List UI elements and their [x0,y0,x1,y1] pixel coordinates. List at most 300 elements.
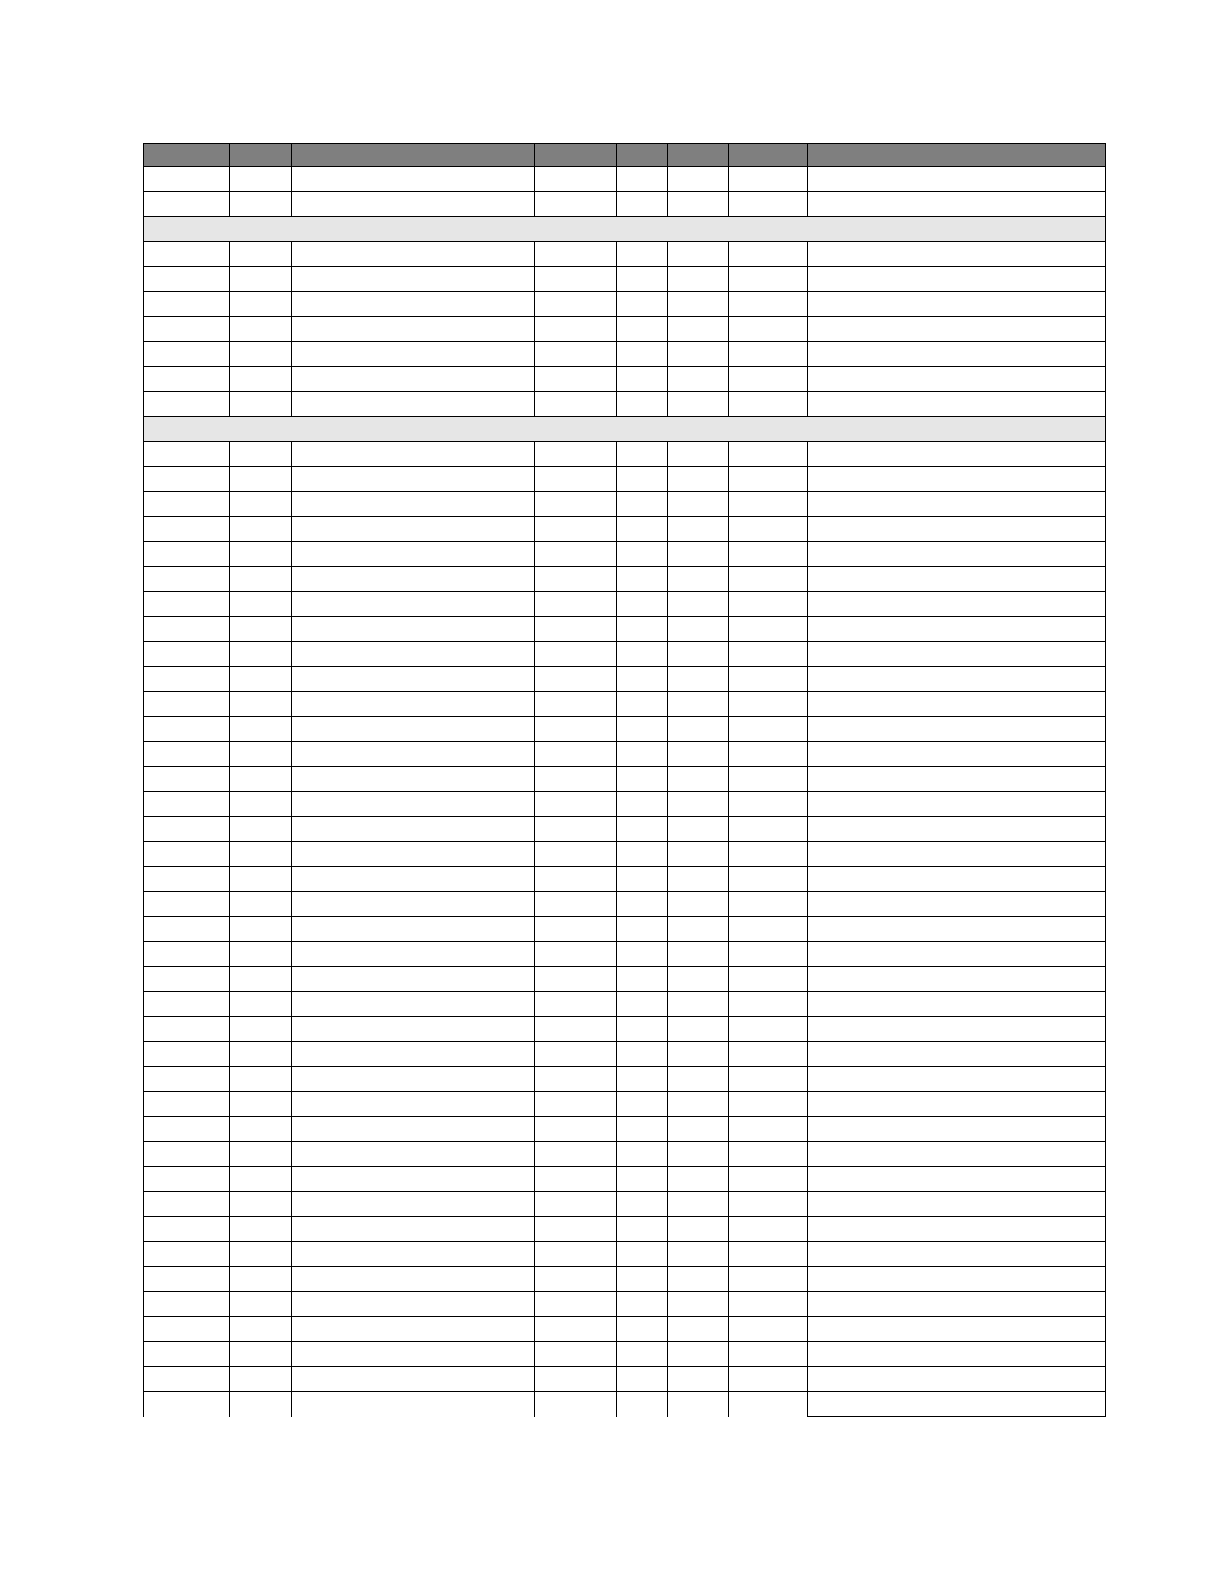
table-cell [229,567,292,592]
table-cell [291,1242,535,1267]
table-cell [143,1142,230,1167]
table-cell [291,817,535,842]
table-cell [728,767,808,792]
table-cell [229,842,292,867]
table-cell [728,542,808,567]
table-cell [728,917,808,942]
table-cell [616,842,668,867]
table-cell [616,292,668,317]
table-cell [807,867,1106,892]
table-cell [143,942,230,967]
table-cell [291,917,535,942]
table-cell [229,1392,292,1417]
table-cell [143,517,230,542]
table-cell [616,542,668,567]
table-cell [143,467,230,492]
table-cell [229,1017,292,1042]
table-cell [291,292,535,317]
table-cell [667,1317,729,1342]
table-cell [667,467,729,492]
table-cell [728,1317,808,1342]
table-cell [291,1342,535,1367]
table-cell [807,1192,1106,1217]
table-row [143,942,1106,967]
table-row [143,1392,1106,1417]
table-cell [534,942,617,967]
table-cell [807,992,1106,1017]
table-cell [728,442,808,467]
table-cell [143,767,230,792]
table-cell [143,1292,230,1317]
table-row [143,792,1106,817]
table-row [143,167,1106,192]
table-cell [534,1167,617,1192]
table-cell [616,667,668,692]
table-cell [616,1142,668,1167]
table-cell [534,1142,617,1167]
table-cell [291,1042,535,1067]
table-cell [143,317,230,342]
table-row [143,767,1106,792]
table-cell [728,1392,808,1417]
table-cell [667,1217,729,1242]
table-row [143,1342,1106,1367]
table-cell [667,892,729,917]
table-cell [728,792,808,817]
table-cell [534,317,617,342]
table-cell [616,1217,668,1242]
table-cell [534,192,617,217]
table-cell [143,1192,230,1217]
table-cell [728,567,808,592]
table-cell [728,1167,808,1192]
table-cell [807,242,1106,267]
table-row [143,467,1106,492]
table-cell [291,242,535,267]
table-cell [291,267,535,292]
table-cell [728,642,808,667]
table-cell [534,1342,617,1367]
table-cell [667,817,729,842]
table-cell [667,842,729,867]
table-cell [667,317,729,342]
table-cell [534,917,617,942]
table-cell [728,967,808,992]
table-row [143,842,1106,867]
table-cell [143,267,230,292]
table-cell [667,967,729,992]
table-cell [807,492,1106,517]
table-cell [807,1292,1106,1317]
table-row [143,1292,1106,1317]
table-cell [667,867,729,892]
table-cell [229,967,292,992]
table-cell [291,1117,535,1142]
table-cell [534,492,617,517]
table-row [143,992,1106,1017]
table-cell [807,1117,1106,1142]
table-cell [667,192,729,217]
table-row [143,1042,1106,1067]
table-row [143,342,1106,367]
table-cell [229,817,292,842]
table-cell [143,1392,230,1417]
table-cell [143,792,230,817]
table-cell [291,1267,535,1292]
table-cell [143,1267,230,1292]
column-header [291,143,535,167]
table-cell [667,392,729,417]
table-cell [807,1392,1106,1417]
table-cell [616,1367,668,1392]
table-cell [616,1267,668,1292]
table-cell [229,342,292,367]
table-cell [807,692,1106,717]
table-cell [807,817,1106,842]
table-cell [616,442,668,467]
table-row [143,392,1106,417]
table-cell [807,942,1106,967]
table-row [143,1317,1106,1342]
table-cell [229,617,292,642]
table-cell [229,242,292,267]
table-cell [291,1167,535,1192]
table-cell [229,467,292,492]
table-cell [291,592,535,617]
section-header-row [143,217,1106,242]
table-cell [291,667,535,692]
table-row [143,192,1106,217]
table-cell [229,1367,292,1392]
table-cell [229,742,292,767]
table-cell [229,692,292,717]
table-cell [728,867,808,892]
table-cell [291,567,535,592]
table-cell [229,592,292,617]
column-header [534,143,617,167]
table-cell [728,992,808,1017]
table-cell [667,992,729,1017]
table-cell [291,1317,535,1342]
table-cell [143,917,230,942]
table-cell [807,267,1106,292]
table-cell [728,942,808,967]
table-cell [534,392,617,417]
table-cell [616,892,668,917]
table-cell [229,192,292,217]
table-cell [291,617,535,642]
table-cell [534,342,617,367]
table-row [143,892,1106,917]
table-cell [534,1017,617,1042]
table-cell [143,167,230,192]
table-cell [807,1217,1106,1242]
table-cell [728,742,808,767]
table-cell [728,167,808,192]
table-row [143,317,1106,342]
table-cell [534,267,617,292]
table-cell [667,1167,729,1192]
header-row [143,143,1106,167]
table-row [143,667,1106,692]
table-cell [616,1292,668,1317]
table-cell [728,1042,808,1067]
table-row [143,742,1106,767]
table-cell [534,467,617,492]
table-cell [291,1367,535,1392]
table-cell [534,742,617,767]
table-cell [616,1167,668,1192]
table-cell [143,1342,230,1367]
table-cell [229,1042,292,1067]
table-cell [807,617,1106,642]
table-cell [143,367,230,392]
table-cell [728,1267,808,1292]
column-header [229,143,292,167]
table-cell [291,542,535,567]
table-cell [807,392,1106,417]
table-cell [728,592,808,617]
table-cell [143,867,230,892]
table-cell [728,842,808,867]
table-row [143,592,1106,617]
table-cell [807,667,1106,692]
table-cell [291,442,535,467]
table-cell [807,542,1106,567]
table-row [143,1217,1106,1242]
table-cell [229,517,292,542]
table-cell [229,1092,292,1117]
table-cell [616,917,668,942]
table-cell [667,717,729,742]
table-cell [667,1067,729,1092]
table-cell [143,592,230,617]
table-cell [229,442,292,467]
table-row [143,1242,1106,1267]
table-cell [616,1017,668,1042]
table-cell [728,1217,808,1242]
table-cell [291,742,535,767]
table-cell [229,1142,292,1167]
table-cell [728,242,808,267]
table-cell [291,367,535,392]
table-cell [616,992,668,1017]
table-cell [229,992,292,1017]
table-cell [229,1192,292,1217]
table-cell [807,967,1106,992]
table-cell [616,767,668,792]
table-cell [534,967,617,992]
table-cell [143,967,230,992]
table-cell [616,1242,668,1267]
table-row [143,1092,1106,1117]
table-cell [291,167,535,192]
table-cell [143,542,230,567]
table-cell [534,1392,617,1417]
table-cell [291,792,535,817]
data-table [143,143,1106,1417]
table-cell [291,642,535,667]
table-cell [291,992,535,1017]
table-cell [534,367,617,392]
table-cell [291,1192,535,1217]
column-header [728,143,808,167]
table-cell [728,367,808,392]
table-row [143,1267,1106,1292]
table-cell [667,692,729,717]
table-cell [229,292,292,317]
table-cell [728,1242,808,1267]
table-cell [534,567,617,592]
column-header [143,143,230,167]
table-cell [667,442,729,467]
table-cell [229,1242,292,1267]
table-cell [667,642,729,667]
table-cell [229,317,292,342]
table-cell [667,367,729,392]
table-cell [616,1117,668,1142]
table-cell [667,1242,729,1267]
table-cell [534,1267,617,1292]
table-cell [616,1392,668,1417]
table-cell [616,1067,668,1092]
table-cell [667,617,729,642]
table-cell [728,692,808,717]
table-cell [143,492,230,517]
table-cell [534,542,617,567]
table-cell [143,567,230,592]
table-cell [728,1292,808,1317]
table-cell [728,667,808,692]
table-cell [143,817,230,842]
table-cell [143,742,230,767]
table-cell [728,892,808,917]
table-cell [616,192,668,217]
table-cell [534,892,617,917]
table-cell [667,1192,729,1217]
table-cell [291,1017,535,1042]
table-cell [728,1092,808,1117]
table-cell [291,517,535,542]
table-cell [616,617,668,642]
column-header [807,143,1106,167]
table-cell [807,442,1106,467]
table-cell [143,1217,230,1242]
table-cell [534,242,617,267]
table-cell [229,942,292,967]
table-cell [616,517,668,542]
table-cell [728,517,808,542]
table-row [143,817,1106,842]
table-cell [143,1367,230,1392]
table-cell [807,642,1106,667]
table-cell [616,317,668,342]
table-cell [616,967,668,992]
table-cell [534,792,617,817]
table-cell [807,1267,1106,1292]
table-cell [229,367,292,392]
table-cell [534,442,617,467]
table-cell [143,1242,230,1267]
table-cell [229,717,292,742]
table-cell [291,392,535,417]
table-cell [534,767,617,792]
table-cell [807,567,1106,592]
table-cell [667,742,729,767]
table-row [143,1067,1106,1092]
table-cell [616,692,668,717]
table-cell [667,1367,729,1392]
table-cell [667,1342,729,1367]
table-cell [728,1367,808,1392]
table-cell [143,1167,230,1192]
table-cell [143,392,230,417]
table-row [143,1167,1106,1192]
table-cell [728,1067,808,1092]
table-cell [143,242,230,267]
table-cell [807,792,1106,817]
table-cell [616,792,668,817]
table-cell [616,592,668,617]
table-cell [534,1192,617,1217]
table-cell [534,167,617,192]
table-cell [667,667,729,692]
table-cell [143,892,230,917]
table-cell [229,792,292,817]
table-cell [667,1092,729,1117]
table-cell [728,1142,808,1167]
table-cell [807,842,1106,867]
table-row [143,492,1106,517]
table-cell [534,1217,617,1242]
table-cell [291,492,535,517]
table-cell [229,892,292,917]
table-cell [807,1042,1106,1067]
table-row [143,267,1106,292]
table-cell [807,167,1106,192]
table-row [143,692,1106,717]
section-header-row [143,417,1106,442]
table-cell [807,1317,1106,1342]
table-cell [667,592,729,617]
table-cell [667,792,729,817]
table-cell [807,1367,1106,1392]
table-cell [291,1092,535,1117]
table-cell [534,292,617,317]
table-cell [616,567,668,592]
table-cell [229,542,292,567]
table-cell [229,167,292,192]
table-cell [534,667,617,692]
table-cell [534,1042,617,1067]
table-cell [807,1017,1106,1042]
table-cell [143,1017,230,1042]
table-cell [534,592,617,617]
table-cell [143,442,230,467]
table-cell [291,892,535,917]
table-cell [291,867,535,892]
table-cell [728,1117,808,1142]
table-cell [807,1092,1106,1117]
table-cell [229,267,292,292]
table-cell [534,617,617,642]
table-cell [728,467,808,492]
table-cell [728,1192,808,1217]
table-cell [667,917,729,942]
table-cell [143,1067,230,1092]
table-cell [291,842,535,867]
table-cell [291,317,535,342]
